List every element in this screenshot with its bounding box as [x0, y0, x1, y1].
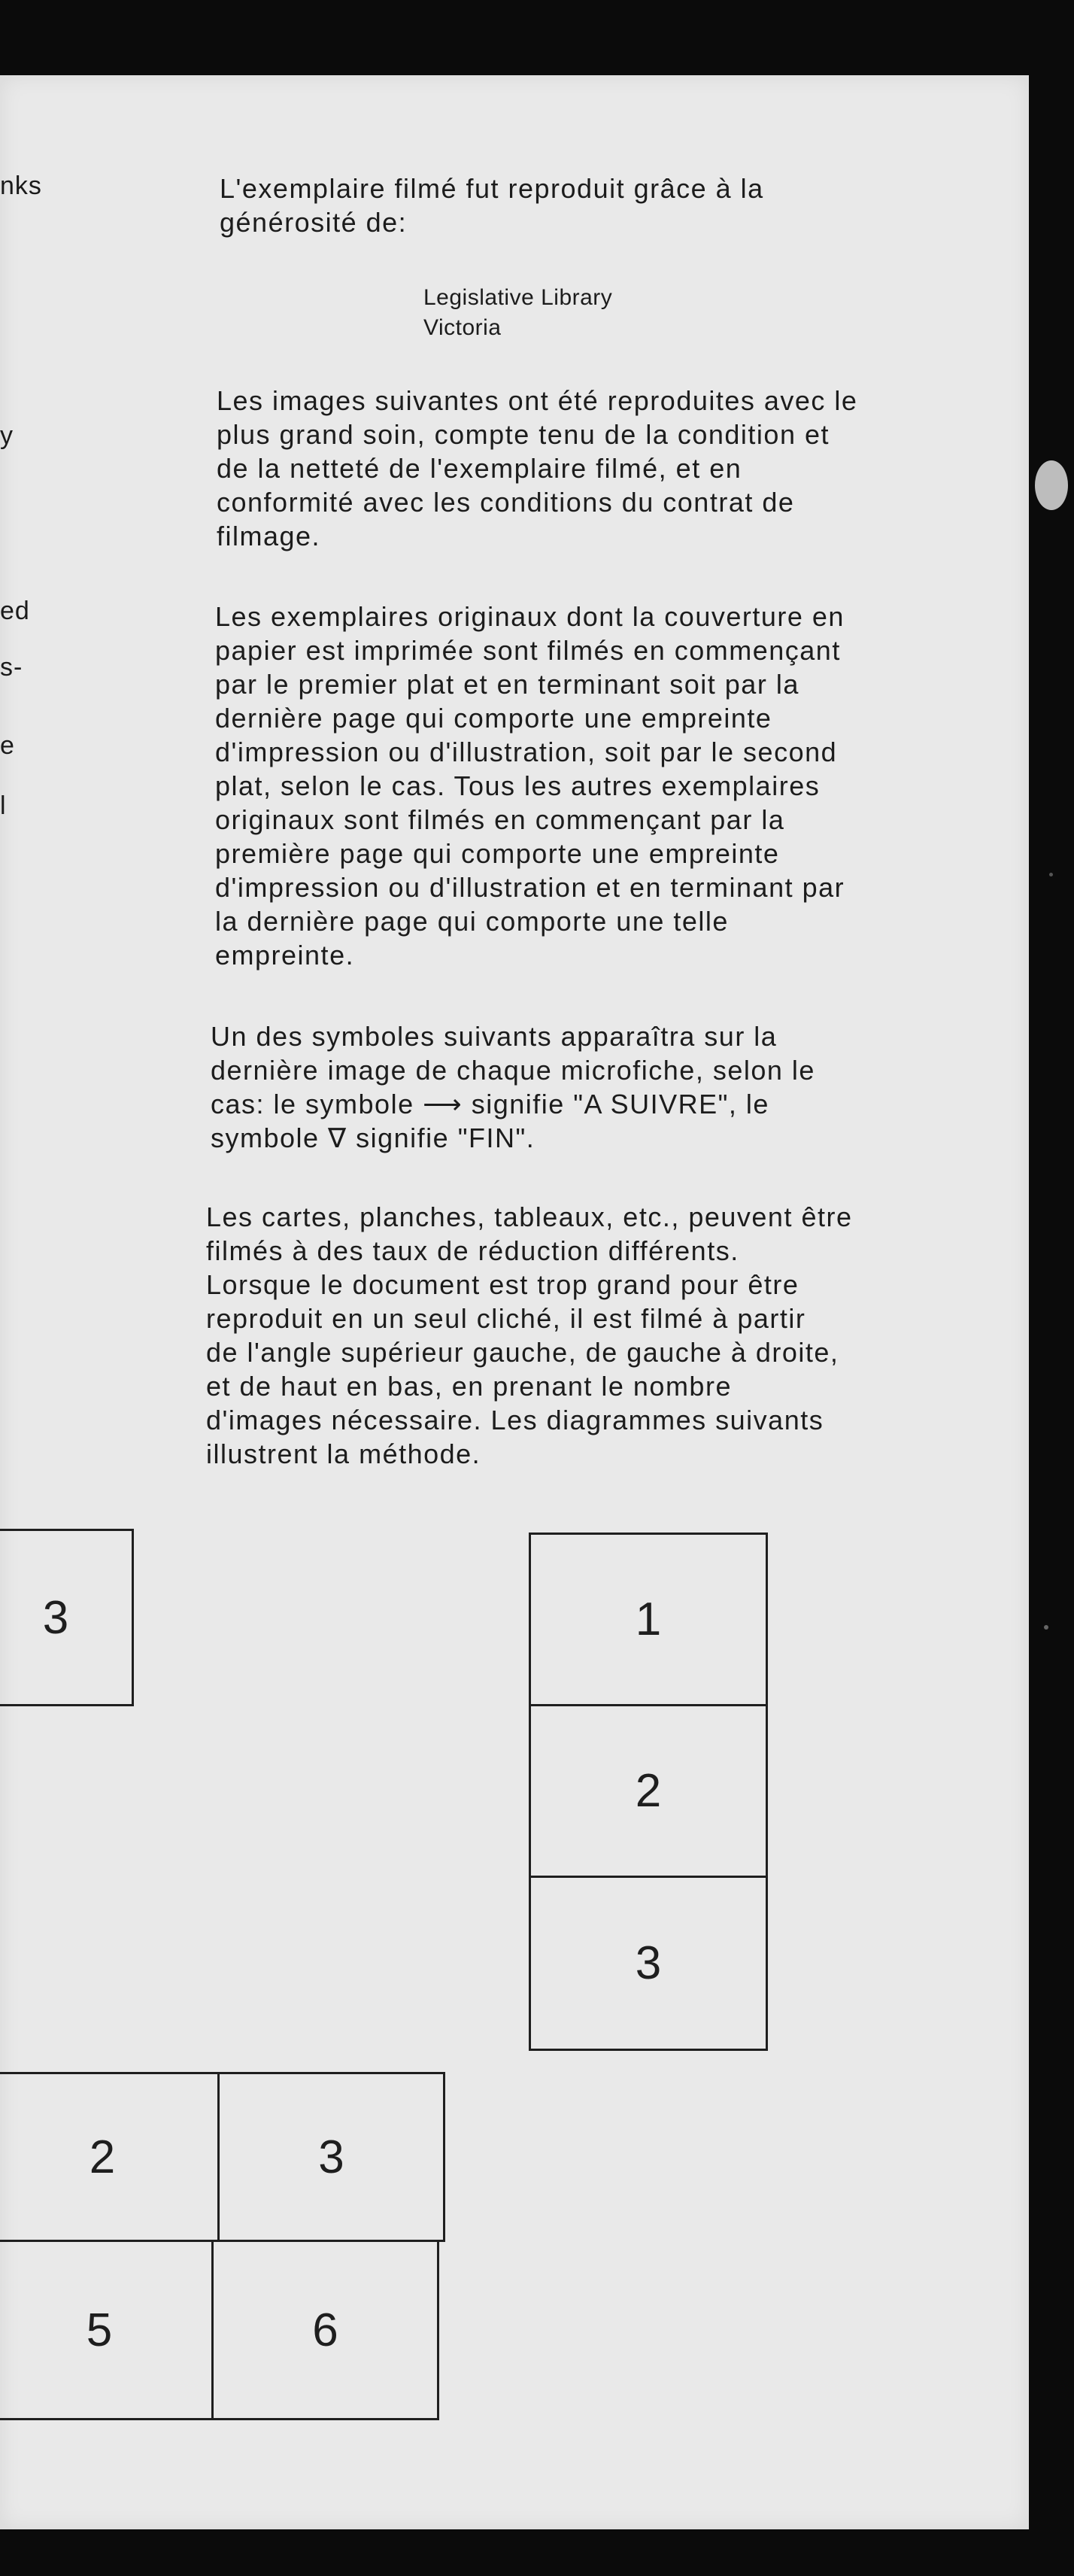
- diagram-grid-cell-5: 5: [0, 2240, 214, 2420]
- left-fragment: s-: [0, 653, 23, 682]
- intro-text: L'exemplaire filmé fut reproduit grâce à la générosité de:: [220, 173, 764, 238]
- paragraph-symbols: Un des symboles suivants apparaîtra sur la dernière image de chaque microfiche, selon le cas: le symbole ⟶ signifie "A SUIVRE", le symbole ∇ signifie "FIN".: [211, 1021, 815, 1153]
- film-speck: [1035, 460, 1068, 510]
- library-name: Legislative Library Victoria: [423, 285, 613, 340]
- paragraph-image-quality: Les images suivantes ont été reproduites avec le plus grand soin, compte tenu de la condition et de la netteté de l'exemplaire filmé, et en conformité avec les conditions du contrat de filmage.: [217, 385, 858, 551]
- film-speck: [1044, 1625, 1048, 1630]
- diagram-grid-cell-2: 2: [0, 2072, 220, 2242]
- diagram-vertical-cell-1: 1: [529, 1533, 768, 1706]
- diagram-partial-cell-3: 3: [0, 1529, 134, 1706]
- film-speck: [1049, 873, 1053, 876]
- left-fragment: y: [0, 421, 14, 450]
- diagram-grid-cell-6: 6: [211, 2240, 439, 2420]
- paragraph-reduction-method: Les cartes, planches, tableaux, etc., peuvent être filmés à des taux de réduction différents. Lorsque le document est trop grand pour être reproduit en un seul cliché, il est filmé à partir de l'angle supérieur gauche, de gauche à droite, et de haut en bas, en prenant le nombre d'images nécessaire. Les diagrammes suivants illustrent la méthode.: [206, 1201, 853, 1469]
- paragraph-filming-order: Les exemplaires originaux dont la couverture en papier est imprimée sont filmés en commençant par le premier plat et en terminant soit par la dernière page qui comporte une empreinte d'impression ou d'illustration, soit par le second plat, selon le cas. Tous les autres exemplaires originaux sont filmés en commençant par la première page qui comporte une empreinte d'impression ou d'illustration et en terminant par la dernière page qui comporte une telle empreinte.: [215, 601, 845, 971]
- left-fragment: ed: [0, 597, 30, 625]
- diagram-vertical-cell-3: 3: [529, 1876, 768, 2051]
- diagram-vertical-cell-2: 2: [529, 1704, 768, 1878]
- left-fragment: nks: [0, 172, 42, 200]
- left-fragment: e: [0, 731, 15, 760]
- left-fragment: l: [0, 791, 7, 820]
- diagram-grid-cell-3: 3: [217, 2072, 445, 2242]
